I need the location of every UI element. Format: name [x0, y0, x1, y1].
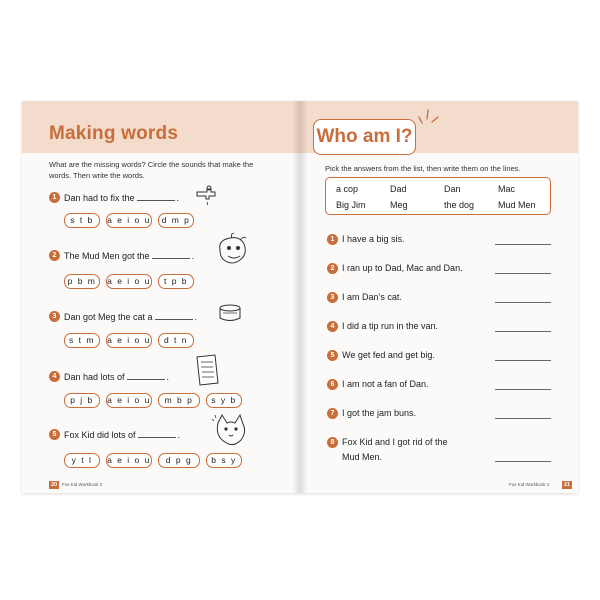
question-text: I ran up to Dad, Mac and Dan.: [342, 263, 463, 273]
page-gutter: [292, 101, 308, 493]
answer-option: Mud Men: [498, 200, 536, 210]
option-pill[interactable]: s y b: [206, 393, 242, 408]
question-text: I am not a fan of Dan.: [342, 379, 429, 389]
answer-option: the dog: [444, 200, 475, 210]
pumpkin-face-icon: [214, 232, 252, 268]
answer-blank[interactable]: [152, 250, 190, 259]
answer-blank[interactable]: [127, 371, 165, 380]
option-pill[interactable]: a e i o u: [106, 393, 152, 408]
option-pill[interactable]: d t n: [158, 333, 194, 348]
question-6: [327, 379, 553, 393]
question-number: 2: [49, 250, 60, 261]
question-text: I did a tip run in the van.: [342, 321, 439, 331]
option-pill[interactable]: t p b: [158, 274, 194, 289]
answer-option: Meg: [390, 200, 408, 210]
question-number: 2: [327, 263, 338, 274]
option-pill[interactable]: y t l: [64, 453, 100, 468]
question-text: I am Dan’s cat.: [342, 292, 402, 302]
jobs-list-icon: [192, 353, 222, 387]
question-text: Dan got Meg the cat a .: [64, 312, 198, 322]
question-text: Fox Kid did lots of .: [64, 430, 181, 440]
question-2: [327, 263, 553, 277]
question-text: I got the jam buns.: [342, 408, 417, 418]
answer-blank[interactable]: [138, 429, 176, 438]
question-4: [327, 321, 553, 335]
option-pill[interactable]: a e i o u: [106, 453, 152, 468]
answer-option: Big Jim: [336, 200, 366, 210]
fox-kid-icon: [210, 413, 248, 449]
answer-line[interactable]: [495, 461, 551, 462]
question-5: [327, 350, 553, 364]
question-number: 5: [49, 429, 60, 440]
question-number: 8: [327, 437, 338, 448]
answer-line[interactable]: [495, 389, 551, 390]
page-number: 20: [50, 482, 58, 488]
option-pill[interactable]: a e i o u: [106, 274, 152, 289]
instruction: Pick the answers from the list, then write them on the lines.: [325, 164, 521, 173]
answer-line[interactable]: [495, 244, 551, 245]
question-number: 1: [49, 192, 60, 203]
answer-line[interactable]: [495, 360, 551, 361]
question-text: The Mud Men got the .: [64, 251, 195, 261]
answer-line[interactable]: [495, 418, 551, 419]
answer-line[interactable]: [495, 302, 551, 303]
question-text-continued: Mud Men.: [342, 452, 383, 462]
question-number: 6: [327, 379, 338, 390]
question-text: I have a big sis.: [342, 234, 405, 244]
footer-label: Fox Kid Workbook 2: [509, 482, 550, 487]
question-7: [327, 408, 553, 422]
option-pill[interactable]: b s y: [206, 453, 242, 468]
option-pill[interactable]: a e i o u: [106, 213, 152, 228]
question-text: We get fed and get big.: [342, 350, 435, 360]
answer-line[interactable]: [495, 331, 551, 332]
question-number: 1: [327, 234, 338, 245]
question-number: 3: [49, 311, 60, 322]
right-page: [300, 101, 578, 493]
page-title: Who am I?: [316, 126, 413, 147]
option-pill[interactable]: d m p: [158, 213, 194, 228]
question-number: 4: [327, 321, 338, 332]
page-number: 21: [563, 482, 571, 488]
question-number: 7: [327, 408, 338, 419]
answer-option: Dan: [444, 184, 461, 194]
question-number: 3: [327, 292, 338, 303]
answer-option: Mac: [498, 184, 516, 194]
question-text: Dan had lots of .: [64, 372, 170, 382]
option-pill[interactable]: a e i o u: [106, 333, 152, 348]
answer-option: a cop: [336, 184, 359, 194]
page-title: Making words: [49, 123, 179, 144]
option-pill[interactable]: p b m: [64, 274, 100, 289]
spark-icon: [418, 107, 440, 127]
option-pill[interactable]: s t m: [64, 333, 100, 348]
instruction-line-2: words. Then write the words.: [49, 171, 145, 180]
option-pill[interactable]: m b p: [158, 393, 200, 408]
question-text: Dan had to fix the .: [64, 193, 180, 203]
workbook-spread: [22, 101, 578, 493]
tin-can-icon: [217, 303, 243, 323]
left-page: [22, 101, 300, 493]
option-pill[interactable]: d p g: [158, 453, 200, 468]
question-3: [327, 292, 553, 306]
question-8: [327, 437, 553, 465]
answer-blank[interactable]: [155, 311, 193, 320]
option-pill[interactable]: p j b: [64, 393, 100, 408]
question-number: 4: [49, 371, 60, 382]
footer-label: Fox Kid Workbook 2: [62, 482, 103, 487]
option-pill[interactable]: s t b: [64, 213, 100, 228]
question-number: 5: [327, 350, 338, 361]
tap-icon: [194, 184, 220, 206]
instruction-line-1: What are the missing words? Circle the sounds that make the: [49, 160, 254, 169]
answer-option: Dad: [390, 184, 407, 194]
question-1: [327, 234, 553, 248]
question-text: Fox Kid and I got rid of the: [342, 437, 448, 447]
answer-bank: [325, 177, 551, 215]
answer-line[interactable]: [495, 273, 551, 274]
answer-blank[interactable]: [137, 192, 175, 201]
